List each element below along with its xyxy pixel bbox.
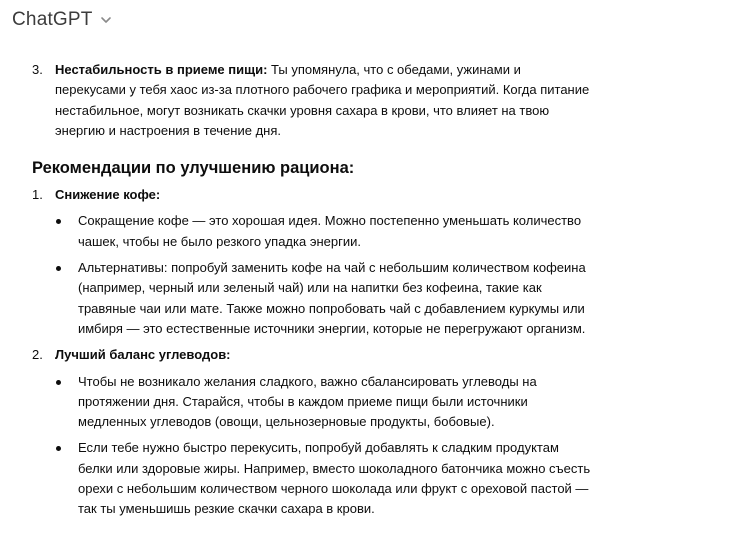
bullet-item [32,372,592,433]
list-number: 2. [32,347,43,363]
bullet-item [32,258,592,339]
list-number: 3. [32,62,43,77]
section-heading: Рекомендации по улучшению рациона: [32,159,355,178]
app-title: ChatGPT [12,9,93,30]
bullet-text: Сокращение кофе — это хорошая идея. Можно постепенно уменьшать количество чашек, чтобы не было резкого упадка энергии. [78,213,582,249]
bullet-icon [32,258,78,339]
list-item [32,60,592,141]
bullet-list [32,372,592,520]
model-selector[interactable] [12,9,113,31]
item-text: Ты упомянула, что с обедами, ужинами и перекусами у тебя хаос из-за плотного рабочего графика и мероприятий. Когда питание нестабильное, могут возникать скачки уровня сахара в крови, что влияет на твою энергию и настроения в течение дня. [55,62,590,138]
bullet-text: Чтобы не возникало желания сладкого, важно сбалансировать углеводы на протяжении дня. Старайся, чтобы в каждом приеме пищи были источники медленных углеводов (овощи, цельнозерновые продукты, бобовые). [78,373,537,430]
item-title: Нестабильность в приеме пищи: [55,62,268,77]
bullet-icon [32,211,78,252]
item-title: Лучший баланс углеводов: [55,347,231,363]
list-item [32,345,592,365]
bullet-text: Альтернативы: попробуй заменить кофе на чай с небольшим количеством кофеина (например, черный или зеленый чай) или на напитки без кофеина, такие как травяные чаи или мате. Также можно попробовать чай с добавлением куркумы или имбиря — это естественные источники энергии, которые не перегружают организм. [78,260,586,336]
bullet-list [32,211,592,339]
list-item [32,185,592,205]
assistant-message [32,60,592,526]
bullet-icon [32,438,78,519]
bullet-item [32,211,592,252]
chevron-down-icon [99,13,113,27]
bullet-text: Если тебе нужно быстро перекусить, попробуй добавлять к сладким продуктам белки или здоровые жиры. Например, вместо шоколадного батончика можно съесть орехи с небольшим количеством черного шоколада или фрукт с ореховой пастой — так ты уменьшишь резкие скачки сахара в крови. [78,440,591,517]
bullet-item [32,438,592,519]
bullet-icon [32,372,78,433]
list-number: 1. [32,187,43,203]
item-title: Снижение кофе: [55,187,161,203]
